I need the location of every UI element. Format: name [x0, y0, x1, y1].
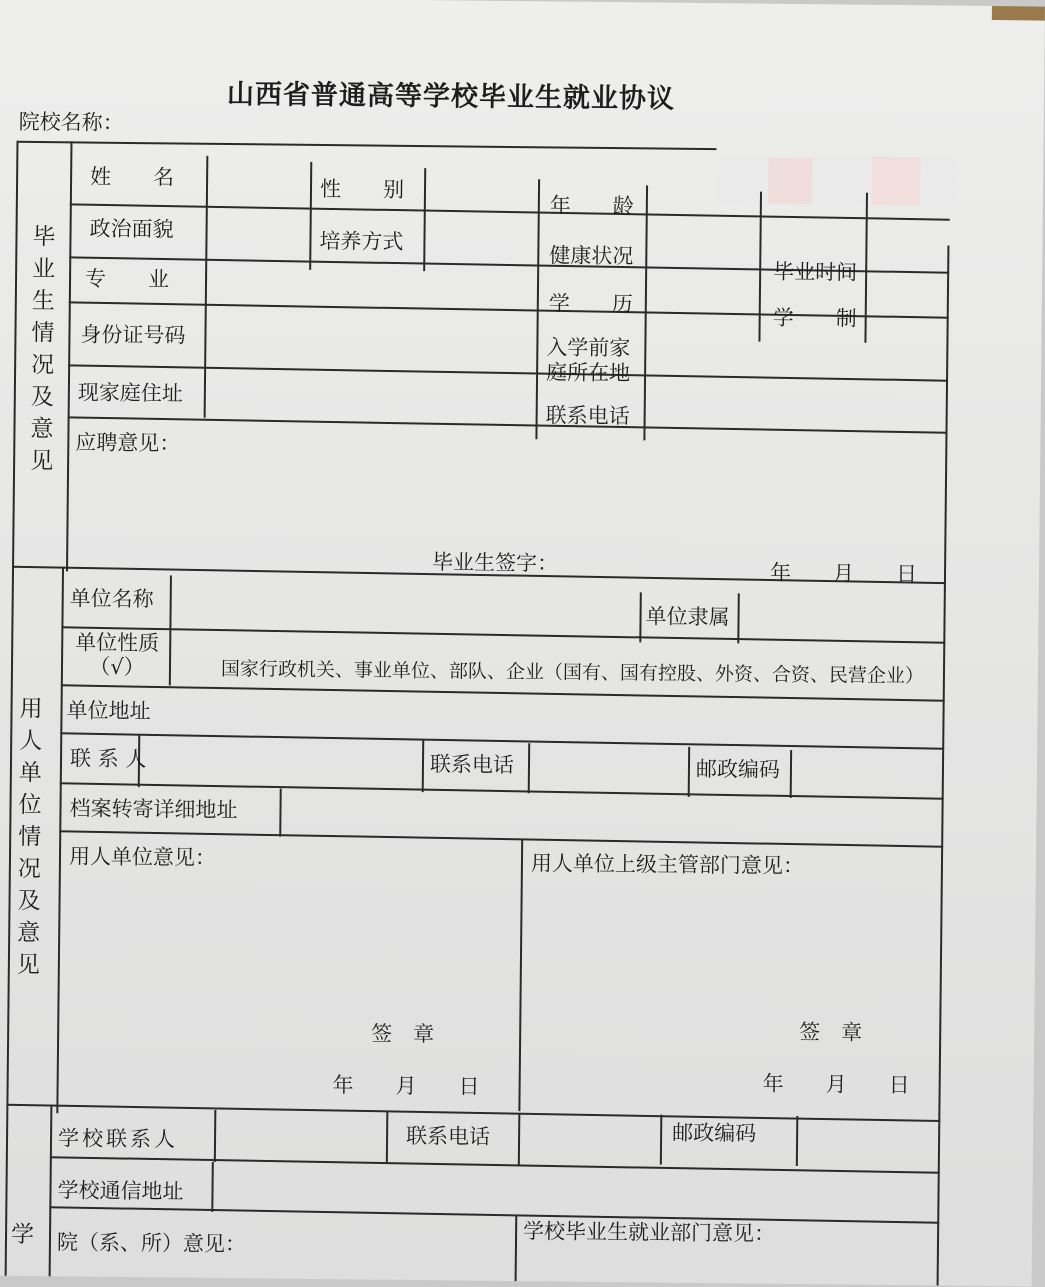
grid-line	[518, 839, 523, 1111]
employer-seal-label: 签 章	[371, 1021, 435, 1047]
grid-line	[309, 162, 312, 270]
grid-line	[61, 626, 945, 643]
school-address-label: 学校通信地址	[57, 1178, 184, 1204]
grid-line	[688, 747, 691, 797]
health-label: 健康状况	[549, 243, 634, 269]
gender-label: 性 别	[319, 176, 405, 202]
department-opinion-label: 院（系、所）意见：	[56, 1230, 247, 1257]
id-number-label: 身份证号码	[80, 322, 186, 348]
grad-time-label: 毕业时间	[773, 259, 858, 285]
schooling-length-label: 学 制	[772, 305, 857, 331]
archive-address-label: 档案转寄详细地址	[69, 796, 238, 823]
grid-line	[639, 592, 642, 642]
major-label: 专 业	[84, 266, 170, 292]
redacted-block	[872, 157, 921, 206]
grid-line	[211, 1162, 214, 1212]
grid-line	[758, 192, 762, 342]
graduate-date-label: 年 月 日	[769, 560, 918, 587]
employer-section-label: 用人单位情况及意见	[12, 695, 42, 985]
desk-edge	[992, 6, 1045, 21]
unit-name-label: 单位名称	[69, 586, 154, 612]
grid-line	[56, 568, 64, 1113]
grid-line	[796, 1116, 799, 1166]
graduate-phone-label: 联系电话	[545, 403, 630, 429]
school-section-label: 学	[10, 1221, 35, 1249]
employer-phone-label: 联系电话	[429, 752, 515, 778]
grid-line	[279, 789, 282, 837]
grid-line	[204, 156, 209, 418]
unit-nature-label: 单位性质（√）	[75, 630, 160, 680]
grid-line	[528, 743, 531, 793]
grid-line	[864, 193, 868, 343]
school-name-label: 院校名称：	[18, 109, 124, 135]
grid-line	[49, 1206, 939, 1224]
grid-line	[515, 1215, 518, 1281]
age-label: 年 龄	[549, 193, 634, 219]
table-border	[16, 141, 716, 150]
graduate-section-label: 毕业生情况及意见	[25, 223, 55, 481]
employer-opinion-label: 用人单位意见：	[68, 844, 217, 870]
name-label: 姓 名	[90, 164, 175, 190]
grid-line	[66, 141, 73, 571]
grid-line	[50, 1156, 940, 1174]
employer-postcode-label: 邮政编码	[695, 756, 781, 782]
school-postcode-label: 邮政编码	[672, 1120, 757, 1146]
unit-address-label: 单位地址	[66, 698, 151, 724]
grid-line	[214, 1110, 217, 1162]
unit-nature-options: 国家行政机关、事业单位、部队、企业（国有、国有控股、外资、合资、民营企业）	[220, 657, 925, 688]
home-before-enroll-label: 入学前家庭所在地	[545, 335, 631, 386]
redacted-block	[768, 158, 812, 204]
grid-line	[68, 364, 948, 381]
political-status-label: 政治面貌	[89, 216, 174, 242]
application-opinion-label: 应聘意见：	[75, 430, 181, 456]
employment-office-opinion-label: 学校毕业生就业部门意见：	[522, 1219, 776, 1246]
grid-line	[60, 732, 944, 749]
grid-line	[169, 575, 172, 685]
superior-opinion-label: 用人单位上级主管部门意见：	[530, 851, 805, 879]
training-mode-label: 培养方式	[319, 228, 404, 254]
grid-line	[660, 1115, 663, 1165]
grid-line	[68, 416, 948, 433]
unit-affiliation-label: 单位隶属	[645, 604, 730, 630]
grid-line	[70, 203, 950, 220]
graduate-signature-label: 毕业生签字：	[431, 550, 559, 576]
superior-date-label: 年 月 日	[762, 1071, 910, 1098]
employer-date-label: 年 月 日	[332, 1073, 480, 1099]
grid-line	[422, 740, 425, 792]
form-title: 山西省普通高等学校毕业生就业协议	[226, 79, 676, 115]
grid-line	[49, 1106, 53, 1276]
grid-line	[790, 750, 793, 798]
education-label: 学 历	[548, 291, 633, 317]
school-contact-label: 学校联系人	[57, 1126, 179, 1152]
grid-line	[737, 593, 740, 643]
grid-line	[518, 1113, 521, 1165]
current-address-label: 现家庭住址	[77, 380, 183, 406]
school-phone-label: 联系电话	[405, 1123, 491, 1149]
superior-seal-label: 签 章	[799, 1020, 863, 1045]
employer-contact-label: 联 系 人	[69, 746, 147, 772]
table-border	[937, 246, 950, 1286]
grid-line	[423, 168, 426, 271]
redacted-photo-area	[718, 153, 959, 206]
grid-line	[6, 1104, 940, 1122]
grid-line	[386, 1112, 389, 1164]
